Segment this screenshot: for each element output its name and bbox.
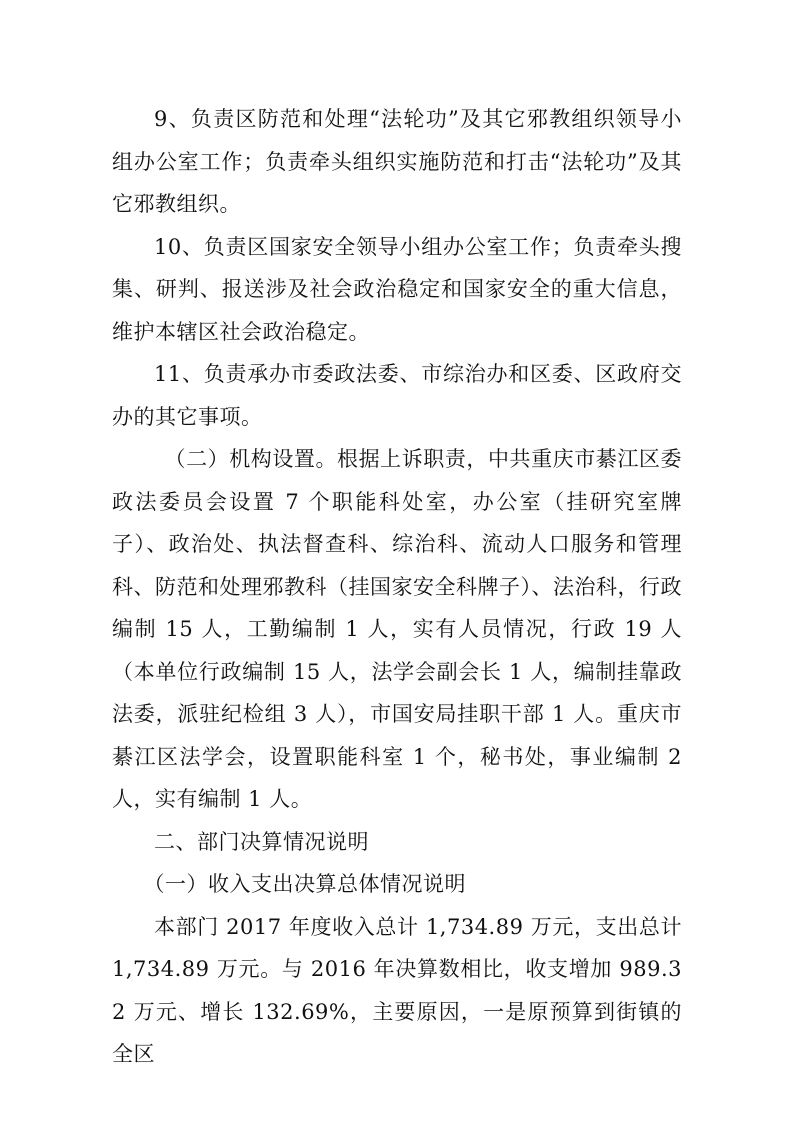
paragraph-item-11: 11、负责承办市委政法委、市综治办和区委、区政府交办的其它事项。 [112,362,682,429]
section-heading-final-accounts: 二、部门决算情况说明 [154,829,369,854]
body-text [112,98,682,1076]
subsection-heading-income-expenditure: （一）收入支出决算总体情况说明 [143,872,466,896]
paragraph-organization: （二）机构设置。根据上诉职责，中共重庆市綦江区委政法委员会设置 7 个职能科处室，办公室（挂研究室牌子）、政治处、执法督查科、综治科、流动人口服务和管理科、防范和处理邪教科（挂国家安全科牌子）、法治科，行政编制 15 人，工勤编制 1 人，实有人员情况，行政 19 人（本单位行政编制 15 人，法学会副会长 1 人，编制挂靠政法委，派驻纪检组 3 人），市国安局挂职干部 1 人。重庆市綦江区法学会，设置职能科室 1 个，秘书处，事业编制 2 人，实有编制 1 人。 [112,447,682,811]
paragraph-item-9: 9、负责区防范和处理“法轮功”及其它邪教组织领导小组办公室工作；负责牵头组织实施防范和打击“法轮功”及其它邪教组织。 [112,107,682,216]
paragraph-income-summary: 本部门 2017 年度收入总计 1,734.89 万元，支出总计 1,734.89 万元。与 2016 年决算数相比，收支增加 989.32 万元、增长 132.69%，主要原因，一是原预算到街镇的全区 [112,914,682,1066]
paragraph-item-10: 10、负责区国家安全领导小组办公室工作；负责牵头搜集、研判、报送涉及社会政治稳定和国家安全的重大信息，维护本辖区社会政治稳定。 [112,234,682,344]
